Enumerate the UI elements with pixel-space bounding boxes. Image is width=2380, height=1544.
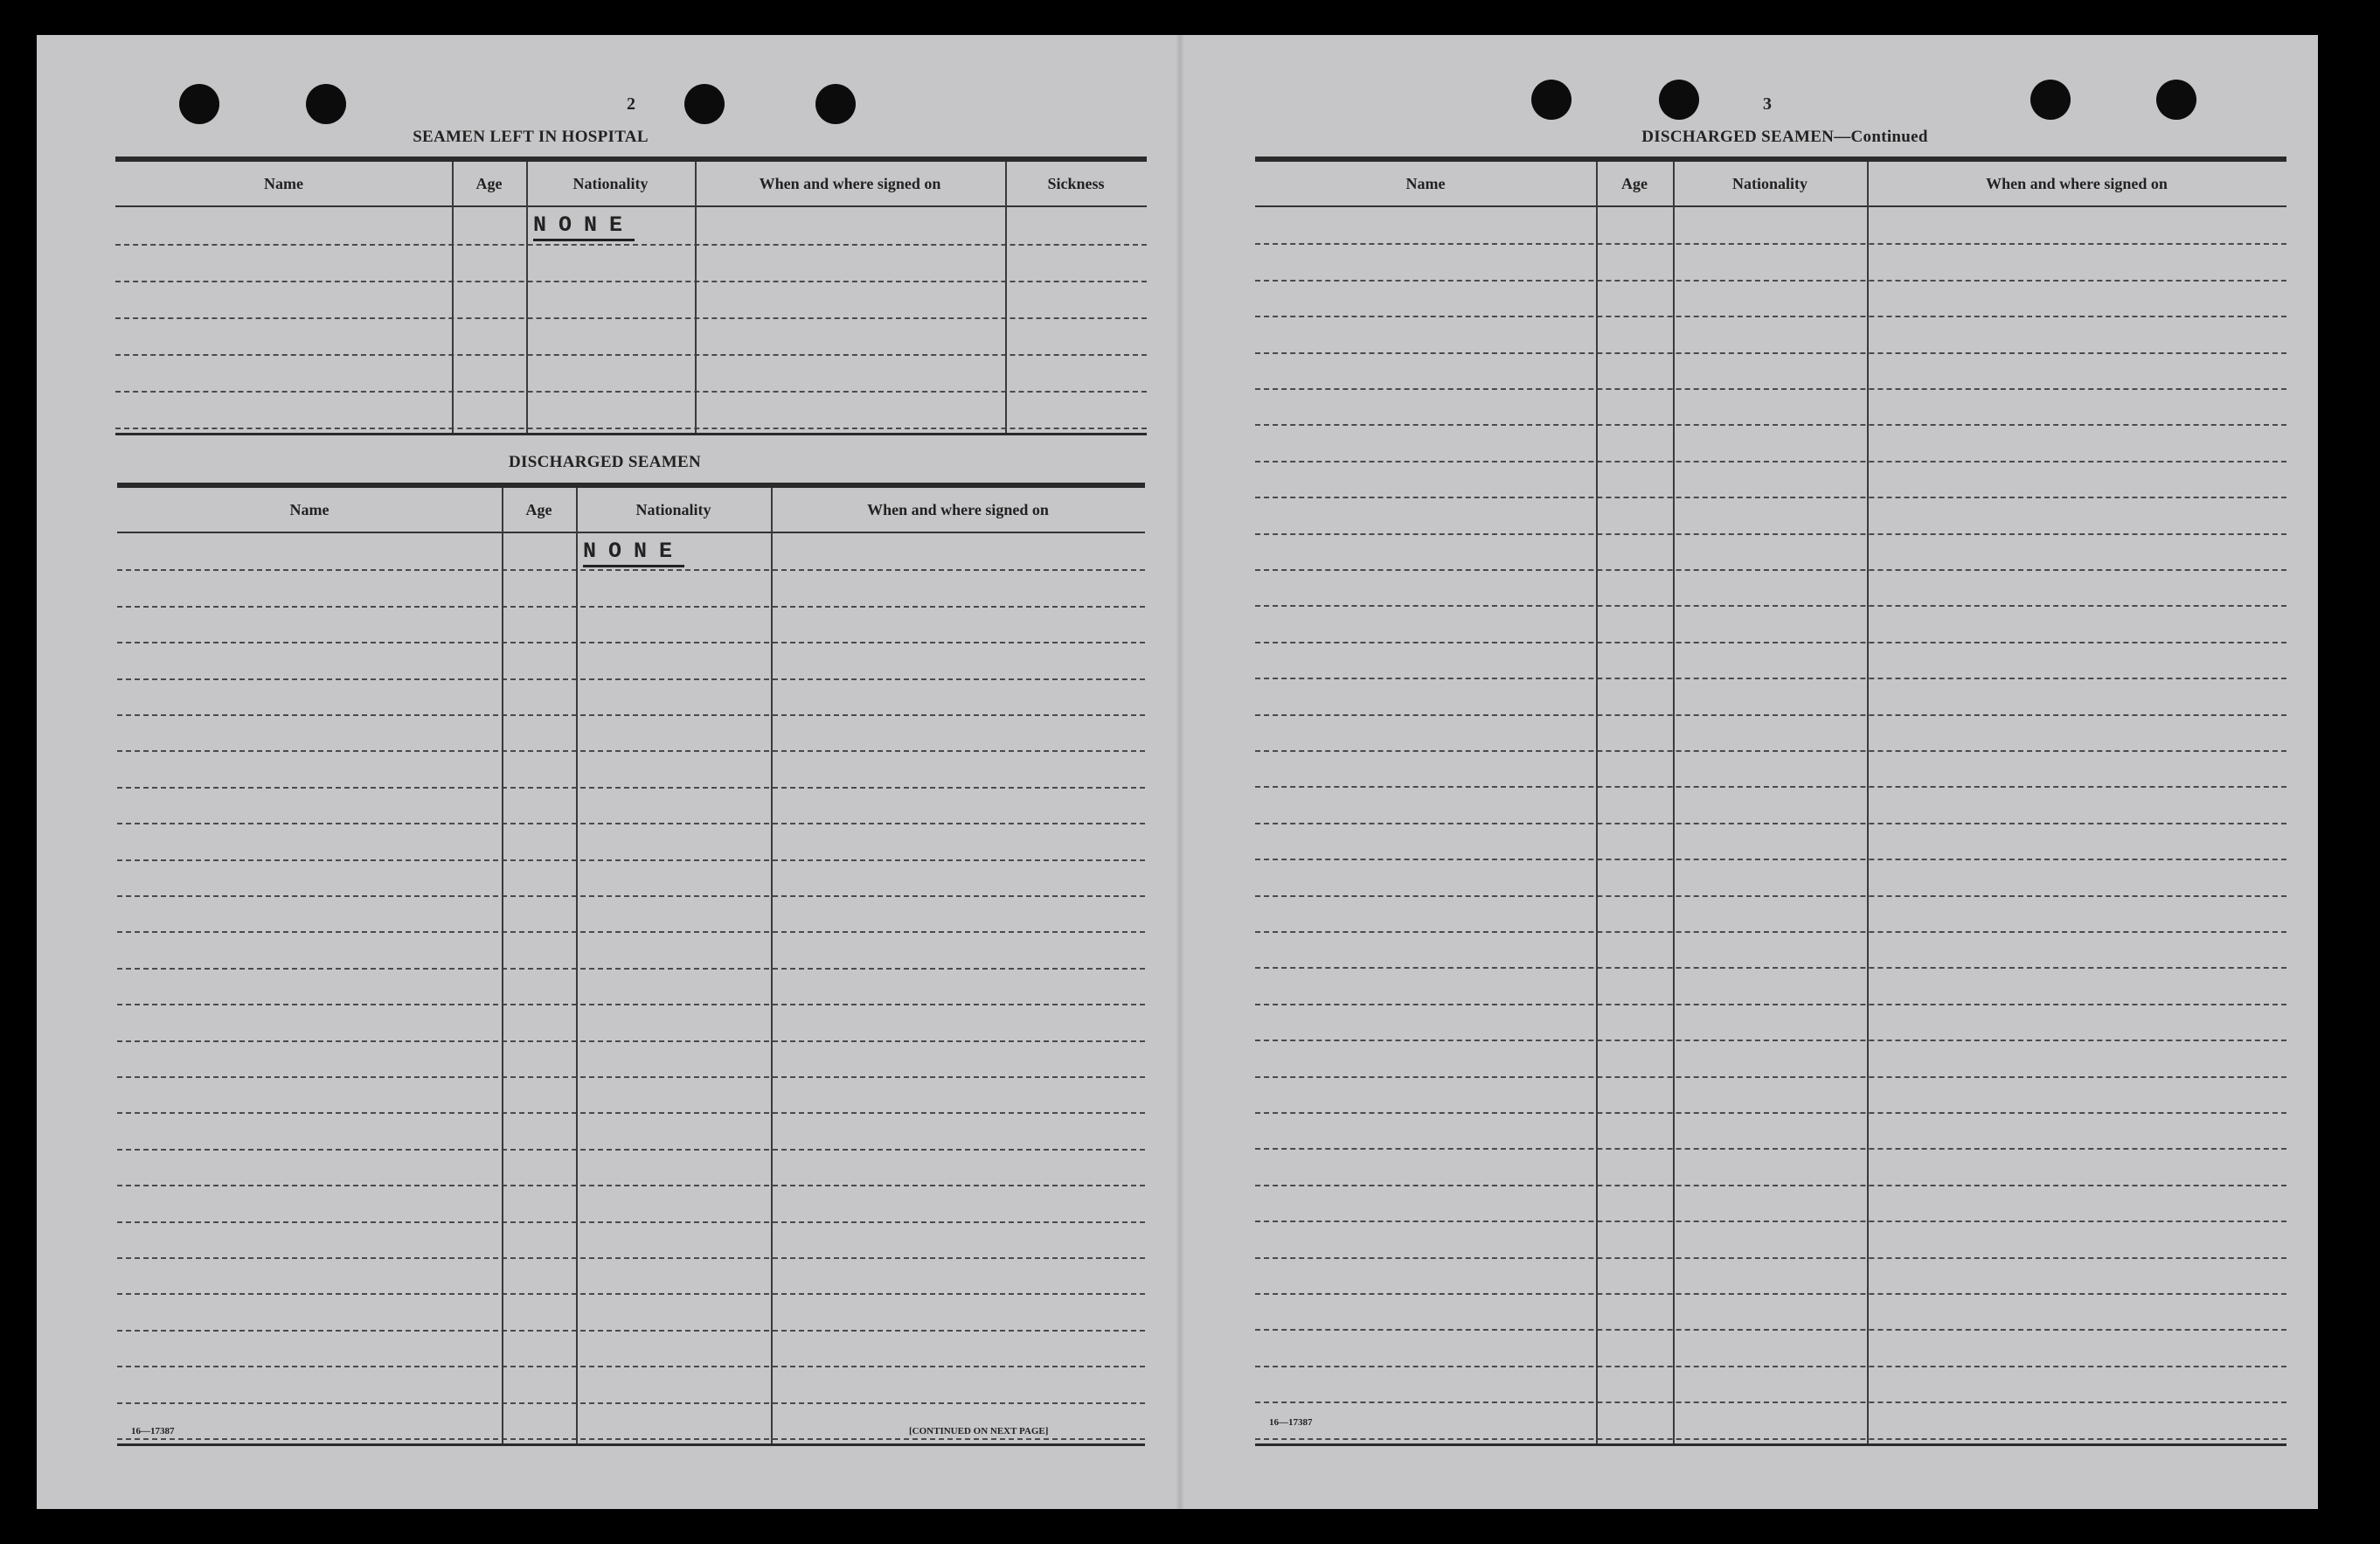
table-row — [1255, 461, 2286, 463]
column-header: When and where signed on — [759, 174, 941, 192]
table-row — [115, 317, 1147, 319]
table-row — [1255, 642, 2286, 643]
punch-hole — [2030, 80, 2071, 120]
table-row — [117, 1293, 1145, 1295]
table-row — [1255, 786, 2286, 788]
table-bottom-rule — [117, 1443, 1145, 1446]
table-row — [115, 281, 1147, 282]
column-divider — [452, 162, 454, 433]
table-row — [1255, 316, 2286, 317]
column-divider — [1596, 162, 1598, 1443]
table-header — [1255, 162, 2286, 207]
hospital-section-title: SEAMEN LEFT IN HOSPITAL — [413, 128, 649, 146]
table-row — [117, 968, 1145, 970]
page-fold — [1176, 35, 1183, 1509]
table-row — [117, 1149, 1145, 1151]
column-header: Nationality — [572, 174, 649, 192]
column-divider — [576, 488, 578, 1443]
column-header: Nationality — [1731, 174, 1808, 192]
table-row — [117, 569, 1145, 571]
table-bottom-rule — [115, 433, 1147, 435]
continued-note: [CONTINUED ON NEXT PAGE] — [909, 1426, 1049, 1436]
typed-entry: NONE — [533, 212, 635, 241]
table-row — [1255, 388, 2286, 390]
punch-hole — [179, 84, 219, 124]
table-row — [1255, 280, 2286, 282]
table-row — [1255, 967, 2286, 969]
table-row — [1255, 605, 2286, 607]
table-row — [1255, 424, 2286, 426]
table-row — [1255, 497, 2286, 498]
column-header: Name — [289, 500, 330, 518]
table-row — [115, 428, 1147, 429]
table-row — [117, 931, 1145, 933]
table-row — [1255, 859, 2286, 860]
table-row — [117, 642, 1145, 643]
table-row — [1255, 352, 2286, 354]
title-main: DISCHARGED SEAMEN — [1641, 128, 1835, 146]
table-row — [1255, 1076, 2286, 1078]
form-number: 16—17387 — [1269, 1417, 1313, 1428]
punch-hole — [306, 84, 346, 124]
table-header — [117, 488, 1145, 533]
table-row — [1255, 1004, 2286, 1005]
table-bottom-rule — [1255, 1443, 2286, 1446]
column-header: Age — [475, 174, 503, 192]
table-row — [1255, 823, 2286, 824]
column-header: When and where signed on — [1986, 174, 2168, 192]
table-row — [117, 823, 1145, 824]
right-section-title — [1523, 128, 2047, 147]
table-row — [115, 244, 1147, 246]
column-divider — [771, 488, 773, 1443]
table-row — [117, 1438, 1145, 1440]
page-number: 2 — [627, 94, 635, 114]
table-row — [117, 787, 1145, 789]
column-divider — [1867, 162, 1869, 1443]
discharged-continued-table — [1255, 156, 2286, 1445]
table-row — [117, 1112, 1145, 1114]
table-row — [1255, 678, 2286, 679]
table-row — [1255, 895, 2286, 897]
punch-hole — [1531, 80, 1572, 120]
table-row — [1255, 1329, 2286, 1331]
table-row — [117, 895, 1145, 897]
table-row — [117, 678, 1145, 680]
title-continued: —Continued — [1834, 128, 1928, 146]
column-header: Age — [525, 500, 552, 518]
column-header: Name — [1405, 174, 1446, 192]
table-row — [117, 859, 1145, 861]
punch-hole — [1659, 80, 1699, 120]
column-divider — [502, 488, 503, 1443]
punch-hole — [684, 84, 725, 124]
form-number: 16—17387 — [131, 1426, 175, 1436]
table-row — [117, 714, 1145, 716]
table-row — [117, 1040, 1145, 1042]
table-row — [1255, 1040, 2286, 1041]
table-row — [1255, 1112, 2286, 1114]
table-row — [1255, 931, 2286, 933]
page-number: 3 — [1763, 94, 1772, 114]
table-row — [1255, 750, 2286, 752]
document-sheet — [37, 35, 2318, 1509]
column-header: Sickness — [1047, 174, 1105, 192]
table-row — [117, 1076, 1145, 1078]
table-row — [1255, 1438, 2286, 1440]
table-row — [117, 1221, 1145, 1223]
table-row — [1255, 569, 2286, 571]
punch-hole — [2156, 80, 2196, 120]
table-row — [117, 606, 1145, 608]
column-divider — [695, 162, 697, 433]
table-row — [115, 354, 1147, 356]
table-row — [1255, 714, 2286, 716]
column-header: Name — [264, 174, 303, 192]
table-row — [117, 1185, 1145, 1186]
column-divider — [526, 162, 528, 433]
punch-hole — [815, 84, 856, 124]
table-row — [1255, 1257, 2286, 1259]
table-row — [117, 1330, 1145, 1332]
table-row — [115, 391, 1147, 393]
discharged-section-title: DISCHARGED SEAMEN — [509, 453, 701, 471]
table-row — [117, 1366, 1145, 1367]
column-header: Age — [1621, 174, 1648, 192]
table-row — [1255, 1148, 2286, 1150]
table-row — [1255, 243, 2286, 245]
discharged-table — [117, 483, 1145, 1455]
table-row — [117, 1004, 1145, 1005]
table-row — [117, 750, 1145, 752]
table-row — [1255, 1366, 2286, 1367]
column-divider — [1005, 162, 1007, 433]
column-divider — [1673, 162, 1675, 1443]
table-row — [1255, 533, 2286, 535]
table-row — [1255, 1221, 2286, 1222]
hospital-table — [115, 156, 1147, 435]
table-row — [1255, 1401, 2286, 1403]
table-row — [117, 1257, 1145, 1259]
table-row — [1255, 1185, 2286, 1186]
table-header — [115, 162, 1147, 207]
table-row — [117, 1402, 1145, 1404]
column-header: When and where signed on — [867, 500, 1049, 518]
table-row — [1255, 1293, 2286, 1295]
column-header: Nationality — [635, 500, 711, 518]
typed-entry: NONE — [583, 539, 684, 567]
